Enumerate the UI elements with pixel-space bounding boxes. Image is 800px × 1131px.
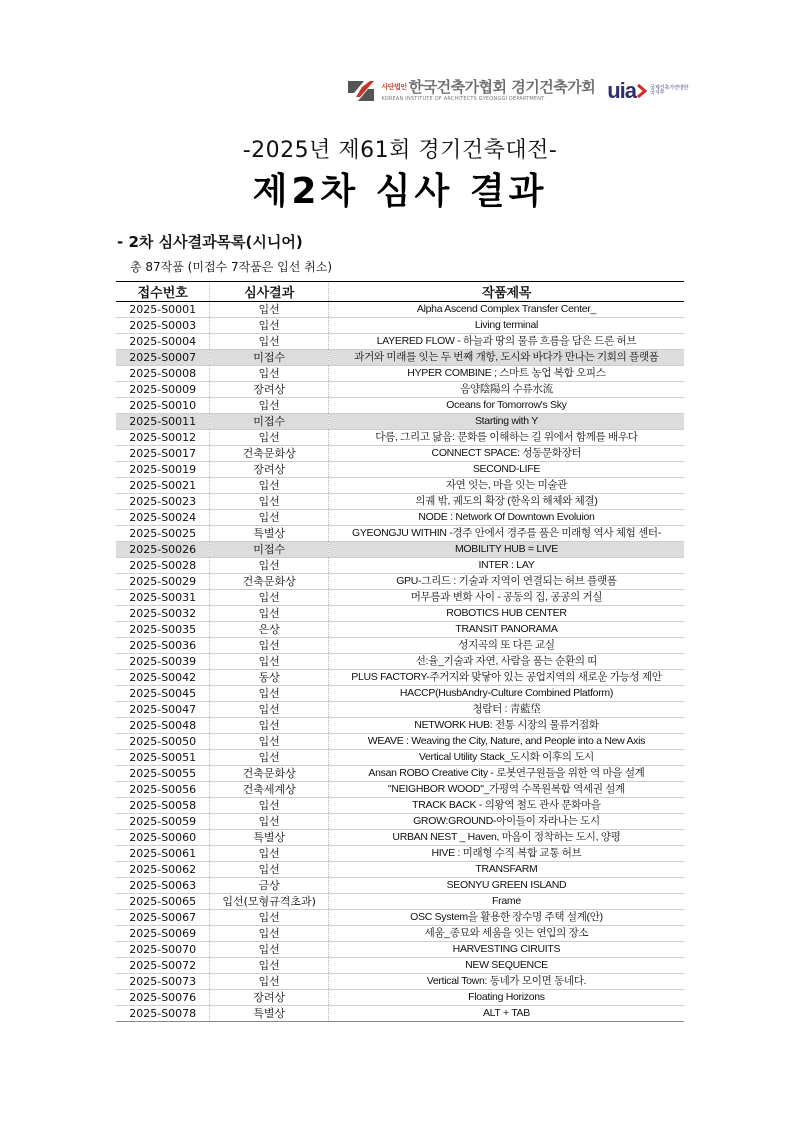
cell-id: 2025-S0069 bbox=[116, 926, 210, 942]
cell-title: TRANSIT PANORAMA bbox=[328, 622, 684, 638]
uia-chevron-icon bbox=[636, 83, 648, 99]
org-name-block bbox=[382, 80, 596, 102]
org-name-en: KOREAN INSTITUTE OF ARCHITECTS GYEONGGI DEPARTMENT bbox=[381, 96, 545, 102]
cell-title: 세움_종묘와 세움을 잇는 연입의 장소 bbox=[328, 926, 684, 942]
cell-result: 특별상 bbox=[210, 526, 328, 542]
cell-id: 2025-S0039 bbox=[116, 654, 210, 670]
cell-title: ROBOTICS HUB CENTER bbox=[328, 606, 684, 622]
cell-result: 입선 bbox=[210, 398, 328, 414]
cell-result: 입선 bbox=[210, 718, 328, 734]
cell-result: 입선 bbox=[210, 926, 328, 942]
cell-title: 머무름과 변화 사이 - 공동의 집, 공공의 거실 bbox=[328, 590, 684, 606]
cell-id: 2025-S0042 bbox=[116, 670, 210, 686]
cell-result: 은상 bbox=[210, 622, 328, 638]
cell-title: TRACK BACK - 의왕역 철도 관사 문화마을 bbox=[328, 798, 684, 814]
cell-result: 장려상 bbox=[210, 462, 328, 478]
cell-id: 2025-S0017 bbox=[116, 446, 210, 462]
cell-result: 입선 bbox=[210, 494, 328, 510]
table-row bbox=[116, 446, 684, 462]
cell-result: 특별상 bbox=[210, 1006, 328, 1022]
cell-id: 2025-S0031 bbox=[116, 590, 210, 606]
table-row bbox=[116, 542, 684, 558]
cell-id: 2025-S0003 bbox=[116, 318, 210, 334]
table-row bbox=[116, 526, 684, 542]
cell-title: NODE : Network Of Downtown Evoluion bbox=[328, 510, 684, 526]
cell-result: 입선 bbox=[210, 958, 328, 974]
table-row bbox=[116, 830, 684, 846]
cell-id: 2025-S0001 bbox=[116, 302, 210, 318]
cell-id: 2025-S0011 bbox=[116, 414, 210, 430]
cell-id: 2025-S0045 bbox=[116, 686, 210, 702]
header-id: 접수번호 bbox=[116, 282, 210, 302]
table-row bbox=[116, 350, 684, 366]
table-row bbox=[116, 686, 684, 702]
cell-id: 2025-S0024 bbox=[116, 510, 210, 526]
uia-logo-text: uia bbox=[607, 78, 636, 103]
table-row bbox=[116, 494, 684, 510]
cell-title: GROW:GROUND-아이들이 자라나는 도시 bbox=[328, 814, 684, 830]
table-row bbox=[116, 334, 684, 350]
cell-id: 2025-S0028 bbox=[116, 558, 210, 574]
table-row bbox=[116, 670, 684, 686]
table-row bbox=[116, 894, 684, 910]
cell-result: 입선 bbox=[210, 590, 328, 606]
cell-title: 과거와 미래를 잇는 두 번째 개항, 도시와 바다가 만나는 기회의 플랫폼 bbox=[328, 350, 684, 366]
cell-result: 입선 bbox=[210, 910, 328, 926]
cell-id: 2025-S0023 bbox=[116, 494, 210, 510]
cell-title: HACCP(HusbAndry-Culture Combined Platform) bbox=[328, 686, 684, 702]
cell-id: 2025-S0076 bbox=[116, 990, 210, 1006]
cell-id: 2025-S0048 bbox=[116, 718, 210, 734]
cell-title: HIVE : 미래형 수직 복합 교통 허브 bbox=[328, 846, 684, 862]
org-name-text: 한국건축가협회 경기건축가회 bbox=[408, 78, 596, 96]
cell-title: HARVESTING CIRUITS bbox=[328, 942, 684, 958]
cell-result: 입선 bbox=[210, 558, 328, 574]
cell-id: 2025-S0029 bbox=[116, 574, 210, 590]
table-row bbox=[116, 734, 684, 750]
cell-result: 건축문화상 bbox=[210, 446, 328, 462]
cell-id: 2025-S0026 bbox=[116, 542, 210, 558]
org-tag: 사단법인 bbox=[381, 83, 407, 91]
table-row bbox=[116, 846, 684, 862]
cell-title: SECOND-LIFE bbox=[328, 462, 684, 478]
table-body bbox=[116, 302, 684, 1022]
cell-title: GYEONGJU WITHIN -경주 안에서 경주를 품은 미래형 역사 체험 센터- bbox=[328, 526, 684, 542]
table-row bbox=[116, 910, 684, 926]
cell-title: PLUS FACTORY-주거지와 맞닿아 있는 공업지역의 새로운 가능성 제안 bbox=[328, 670, 684, 686]
cell-title: TRANSFARM bbox=[328, 862, 684, 878]
cell-title: 다름, 그리고 닮음: 문화를 이해하는 길 위에서 함께를 배우다 bbox=[328, 430, 684, 446]
uia-logo bbox=[607, 78, 690, 104]
header-logos bbox=[348, 76, 690, 106]
cell-title: LAYERED FLOW - 하늘과 땅의 물류 흐름을 담은 드론 허브 bbox=[328, 334, 684, 350]
cell-result: 입선 bbox=[210, 686, 328, 702]
cell-title: URBAN NEST _ Haven, 마음이 정착하는 도시, 양평 bbox=[328, 830, 684, 846]
uia-sub-text: 국제건축가연맹한국지부 bbox=[650, 84, 689, 96]
table-row bbox=[116, 414, 684, 430]
cell-result: 입선 bbox=[210, 942, 328, 958]
cell-id: 2025-S0032 bbox=[116, 606, 210, 622]
cell-id: 2025-S0025 bbox=[116, 526, 210, 542]
cell-id: 2025-S0004 bbox=[116, 334, 210, 350]
cell-title: 의궤 밖, 궤도의 확장 (한옥의 해체와 체결) bbox=[328, 494, 684, 510]
cell-title: Vertical Utility Stack_도시화 이후의 도시 bbox=[328, 750, 684, 766]
cell-result: 입선 bbox=[210, 750, 328, 766]
cell-id: 2025-S0073 bbox=[116, 974, 210, 990]
cell-result: 입선 bbox=[210, 334, 328, 350]
cell-result: 입선 bbox=[210, 430, 328, 446]
cell-result: 입선 bbox=[210, 606, 328, 622]
table-row bbox=[116, 750, 684, 766]
table-row bbox=[116, 766, 684, 782]
cell-result: 입선 bbox=[210, 734, 328, 750]
cell-title: SEONYU GREEN ISLAND bbox=[328, 878, 684, 894]
page-title: 제2차 심사 결과 bbox=[252, 171, 548, 212]
cell-id: 2025-S0063 bbox=[116, 878, 210, 894]
cell-id: 2025-S0036 bbox=[116, 638, 210, 654]
cell-result: 건축세계상 bbox=[210, 782, 328, 798]
cell-title: GPU-그리드 : 기술과 지역이 연결되는 허브 플랫폼 bbox=[328, 574, 684, 590]
table-row bbox=[116, 958, 684, 974]
cell-title: 성지곡의 또 다른 교실 bbox=[328, 638, 684, 654]
table-row bbox=[116, 990, 684, 1006]
cell-id: 2025-S0019 bbox=[116, 462, 210, 478]
table-row bbox=[116, 574, 684, 590]
cell-title: 자연 잇는, 마을 잇는 미술관 bbox=[328, 478, 684, 494]
table-row bbox=[116, 814, 684, 830]
cell-result: 동상 bbox=[210, 670, 328, 686]
cell-id: 2025-S0072 bbox=[116, 958, 210, 974]
table-row bbox=[116, 654, 684, 670]
cell-id: 2025-S0056 bbox=[116, 782, 210, 798]
cell-result: 입선 bbox=[210, 846, 328, 862]
cell-id: 2025-S0058 bbox=[116, 798, 210, 814]
cell-id: 2025-S0065 bbox=[116, 894, 210, 910]
cell-id: 2025-S0059 bbox=[116, 814, 210, 830]
table-header-row bbox=[116, 282, 684, 302]
table-row bbox=[116, 398, 684, 414]
results-table bbox=[116, 281, 684, 1022]
cell-title: WEAVE : Weaving the City, Nature, and People into a New Axis bbox=[328, 734, 684, 750]
cell-title: 청람터 : 靑藍垈 bbox=[328, 702, 684, 718]
table-row bbox=[116, 926, 684, 942]
cell-id: 2025-S0055 bbox=[116, 766, 210, 782]
header-result: 심사결과 bbox=[210, 282, 328, 302]
cell-id: 2025-S0051 bbox=[116, 750, 210, 766]
cell-title: OSC System을 활용한 장수명 주택 설계(안) bbox=[328, 910, 684, 926]
section-heading: - 2차 심사결과목록(시니어) bbox=[117, 233, 303, 251]
cell-title: INTER : LAY bbox=[328, 558, 684, 574]
table-row bbox=[116, 606, 684, 622]
cell-result: 장려상 bbox=[210, 382, 328, 398]
table-row bbox=[116, 1006, 684, 1022]
cell-result: 입선 bbox=[210, 798, 328, 814]
page-subtitle: -2025년 제61회 경기건축대전- bbox=[242, 138, 558, 163]
cell-title: ALT + TAB bbox=[328, 1006, 684, 1022]
cell-result: 미접수 bbox=[210, 542, 328, 558]
cell-title: CONNECT SPACE: 성동문화장터 bbox=[328, 446, 684, 462]
cell-id: 2025-S0062 bbox=[116, 862, 210, 878]
cell-title: Living terminal bbox=[328, 318, 684, 334]
table-row bbox=[116, 462, 684, 478]
table-row bbox=[116, 382, 684, 398]
cell-id: 2025-S0010 bbox=[116, 398, 210, 414]
cell-result: 입선 bbox=[210, 510, 328, 526]
cell-title: Starting with Y bbox=[328, 414, 684, 430]
cell-title: Frame bbox=[328, 894, 684, 910]
cell-result: 건축문화상 bbox=[210, 574, 328, 590]
cell-result: 입선 bbox=[210, 702, 328, 718]
header-title: 작품제목 bbox=[328, 282, 684, 302]
cell-title: Ansan ROBO Creative City - 로봇연구원들을 위한 역 마을 설계 bbox=[328, 766, 684, 782]
cell-result: 건축문화상 bbox=[210, 766, 328, 782]
cell-result: 입선 bbox=[210, 366, 328, 382]
table-row bbox=[116, 510, 684, 526]
cell-title: NETWORK HUB: 전통 시장의 물류거점화 bbox=[328, 718, 684, 734]
org-name bbox=[382, 80, 596, 95]
table-row bbox=[116, 366, 684, 382]
cell-id: 2025-S0012 bbox=[116, 430, 210, 446]
cell-result: 입선 bbox=[210, 302, 328, 318]
cell-result: 입선 bbox=[210, 318, 328, 334]
cell-title: NEW SEQUENCE bbox=[328, 958, 684, 974]
kia-logo-icon bbox=[348, 79, 376, 103]
cell-result: 입선 bbox=[210, 654, 328, 670]
cell-result: 장려상 bbox=[210, 990, 328, 1006]
cell-id: 2025-S0060 bbox=[116, 830, 210, 846]
table-row bbox=[116, 302, 684, 318]
cell-id: 2025-S0008 bbox=[116, 366, 210, 382]
table-row bbox=[116, 622, 684, 638]
cell-result: 입선 bbox=[210, 478, 328, 494]
cell-result: 금상 bbox=[210, 878, 328, 894]
cell-result: 입선(모형규격초과) bbox=[210, 894, 328, 910]
cell-title: 음양陰陽의 수류水流 bbox=[328, 382, 684, 398]
cell-result: 미접수 bbox=[210, 350, 328, 366]
table-row bbox=[116, 702, 684, 718]
cell-id: 2025-S0078 bbox=[116, 1006, 210, 1022]
cell-result: 미접수 bbox=[210, 414, 328, 430]
cell-id: 2025-S0061 bbox=[116, 846, 210, 862]
section-note: 총 87작품 (미접수 7작품은 입선 취소) bbox=[130, 260, 333, 274]
table-row bbox=[116, 590, 684, 606]
cell-title: Oceans for Tomorrow's Sky bbox=[328, 398, 684, 414]
table-row bbox=[116, 942, 684, 958]
cell-id: 2025-S0047 bbox=[116, 702, 210, 718]
cell-result: 특별상 bbox=[210, 830, 328, 846]
table-row bbox=[116, 638, 684, 654]
table-row bbox=[116, 558, 684, 574]
cell-result: 입선 bbox=[210, 862, 328, 878]
table-row bbox=[116, 430, 684, 446]
cell-id: 2025-S0021 bbox=[116, 478, 210, 494]
cell-title: Floating Horizons bbox=[328, 990, 684, 1006]
cell-id: 2025-S0009 bbox=[116, 382, 210, 398]
table-row bbox=[116, 782, 684, 798]
cell-id: 2025-S0050 bbox=[116, 734, 210, 750]
cell-id: 2025-S0007 bbox=[116, 350, 210, 366]
cell-id: 2025-S0067 bbox=[116, 910, 210, 926]
table-row bbox=[116, 974, 684, 990]
cell-result: 입선 bbox=[210, 814, 328, 830]
cell-title: 선:율_기술과 자연, 사람을 품는 순환의 띠 bbox=[328, 654, 684, 670]
table-row bbox=[116, 318, 684, 334]
cell-title: "NEIGHBOR WOOD"_가평역 수목원복합 역세권 설계 bbox=[328, 782, 684, 798]
table-row bbox=[116, 478, 684, 494]
cell-result: 입선 bbox=[210, 638, 328, 654]
cell-title: Alpha Ascend Complex Transfer Center_ bbox=[328, 302, 684, 318]
table-row bbox=[116, 862, 684, 878]
table-row bbox=[116, 718, 684, 734]
cell-result: 입선 bbox=[210, 974, 328, 990]
table-row bbox=[116, 798, 684, 814]
cell-id: 2025-S0035 bbox=[116, 622, 210, 638]
cell-id: 2025-S0070 bbox=[116, 942, 210, 958]
cell-title: HYPER COMBINE ; 스마트 농업 복합 오피스 bbox=[328, 366, 684, 382]
table-row bbox=[116, 878, 684, 894]
cell-title: Vertical Town: 동네가 모이면 동네다. bbox=[328, 974, 684, 990]
cell-title: MOBILITY HUB = LIVE bbox=[328, 542, 684, 558]
